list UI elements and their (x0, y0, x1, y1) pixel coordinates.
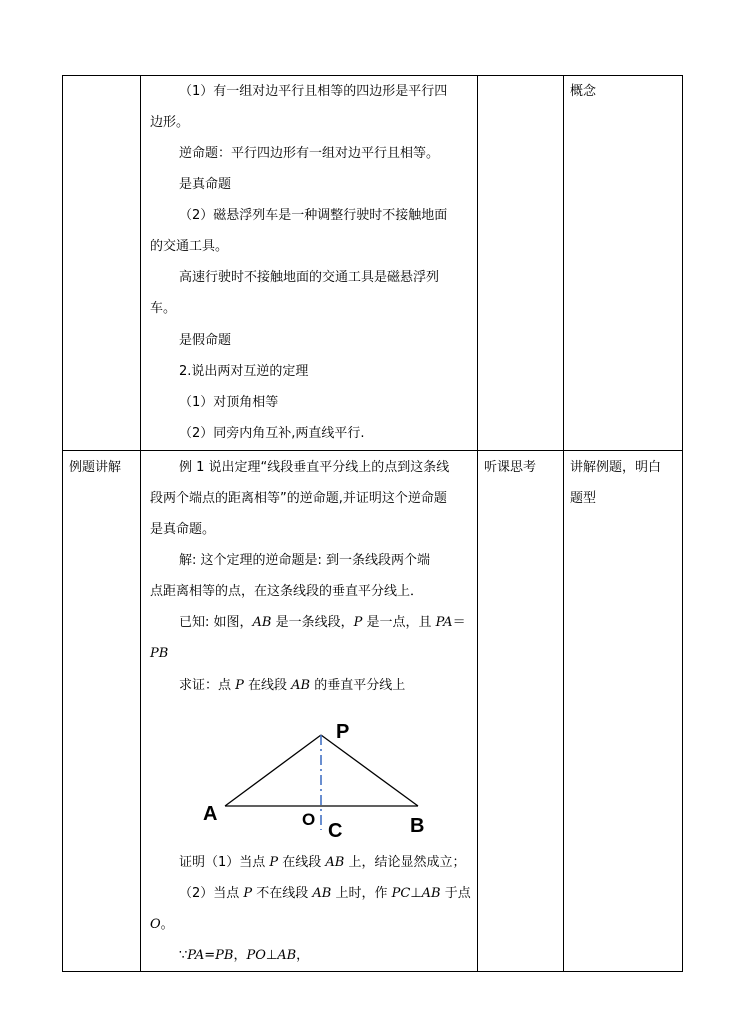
text-line: 高速行驶时不接触地面的交通工具是磁悬浮列 (179, 270, 440, 285)
side-pb (321, 735, 418, 806)
text-line: （2）磁悬浮列车是一种调整行驶时不接触地面 (179, 208, 448, 223)
label-o: O (302, 810, 316, 829)
label-p: P (336, 721, 350, 743)
side-ap (225, 735, 321, 806)
table-border-top (62, 75, 683, 76)
section-label: 例题讲解 (69, 460, 122, 475)
student-activity-label: 听课思考 (484, 460, 537, 475)
given-line: 已知: 如图，AB 是一条线段，P 是一点，且 PA＝ (179, 615, 466, 630)
text-line: 逆命题：平行四边形有一组对边平行且相等。 (179, 146, 440, 161)
text-line: （2）同旁内角互补,两直线平行. (179, 426, 365, 441)
proof-line: O。 (150, 917, 174, 932)
purpose-label: 讲解例题，明白 (570, 460, 662, 475)
table-border-left (62, 75, 63, 972)
proof-line: （2）当点 P 不在线段 AB 上时，作 PC⊥AB 于点 (179, 886, 471, 901)
purpose-label: 概念 (570, 84, 597, 99)
text-line: （1）有一组对边平行且相等的四边形是平行四 (179, 84, 448, 99)
label-b: B (410, 815, 425, 837)
purpose-label: 题型 (570, 491, 597, 506)
table-border-bottom (62, 971, 683, 972)
text-line: 点距离相等的点，在这条线段的垂直平分线上． (150, 584, 424, 599)
text-line: 段两个端点的距离相等”的逆命题,并证明这个逆命题 (150, 491, 447, 506)
text-line: 是真命题 (179, 177, 232, 192)
text-line: 是假命题 (179, 333, 232, 348)
label-a: A (203, 803, 218, 825)
column-divider-3 (563, 75, 564, 972)
column-divider-1 (140, 75, 141, 972)
text-line: 边形。 (150, 115, 190, 130)
proof-line: 证明（1）当点 P 在线段 AB 上，结论显然成立； (179, 855, 466, 870)
text-line: 例 1 说出定理“线段垂直平分线上的点到这条线 (179, 460, 450, 475)
row-divider (62, 450, 683, 451)
text-line: 车。 (150, 301, 177, 316)
triangle-figure (195, 712, 435, 842)
prove-line: 求证：点 P 在线段 AB 的垂直平分线上 (179, 678, 406, 693)
column-divider-2 (477, 75, 478, 972)
proof-line: ∵PA=PB，PO⊥AB， (179, 948, 310, 963)
text-line: PB (150, 646, 169, 661)
table-border-right (682, 75, 683, 972)
text-line: 是真命题。 (150, 522, 216, 537)
text-line: 2.说出两对互逆的定理 (179, 364, 309, 379)
text-line: 的交通工具。 (150, 239, 229, 254)
label-c: C (328, 820, 343, 842)
text-line: 解: 这个定理的逆命题是: 到一条线段两个端 (179, 553, 431, 568)
text-line: （1）对顶角相等 (179, 395, 279, 410)
